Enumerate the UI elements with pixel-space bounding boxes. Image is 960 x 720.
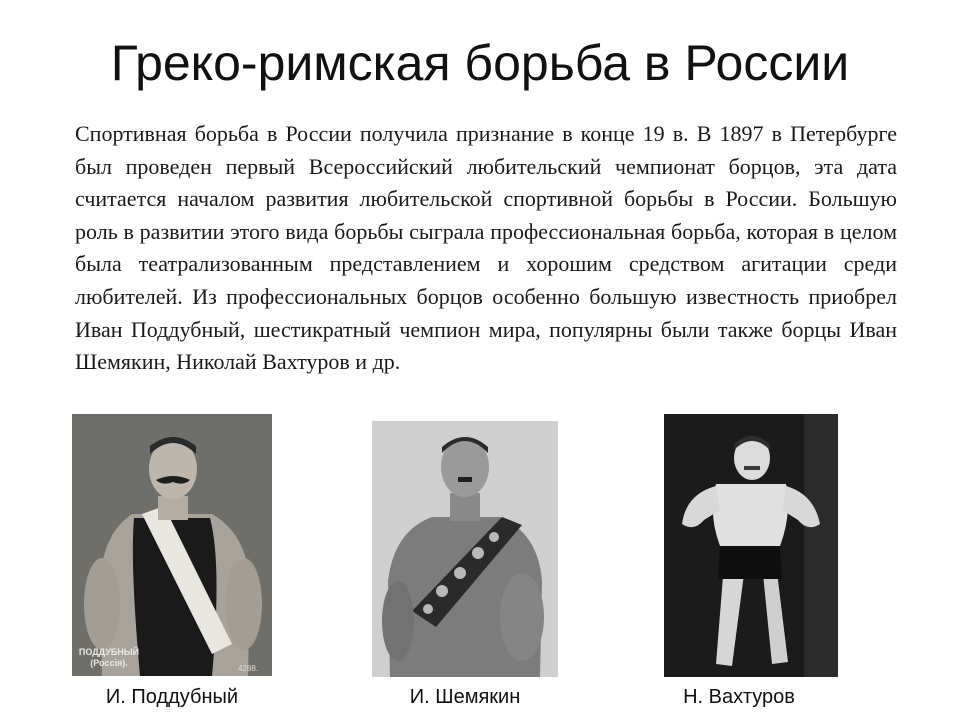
caption-vakhturov: Н. Вахтуров: [683, 686, 795, 708]
plate-name: ПОДДУБНЫЙ: [78, 647, 140, 657]
caption-poddubny: И. Поддубный: [105, 686, 239, 708]
plate-country: (Россія).: [90, 658, 128, 668]
photo-shemyakin: [372, 421, 558, 677]
plate-number: 4288.: [238, 664, 259, 673]
caption-shemyakin: И. Шемякин: [409, 686, 521, 708]
photo-poddubny: [72, 414, 272, 676]
slide-body-text: Спортивная борьба в России получила признание в конце 19 в. В 1897 в Петербурге был проведен первый Всероссийский любительский чемпионат борцов, эта дата считается началом развития любительской спортивной борьбы в России. Большую роль в развитии этого вида борьбы сыграла профессиональная борьба, которая в целом была театрализованным представлением и хорошим средством агитации среди любителей. Из профессиональных борцов особенно большую известность приобрел Иван Поддубный, шестикратный чемпион мира, популярны были также борцы Иван Шемякин, Николай Вахтуров и др.: [75, 121, 897, 375]
slide-title: Греко-римская борьба в России: [110, 35, 850, 91]
photo-vakhturov: [664, 414, 838, 677]
photo-plate-label: [74, 647, 144, 669]
